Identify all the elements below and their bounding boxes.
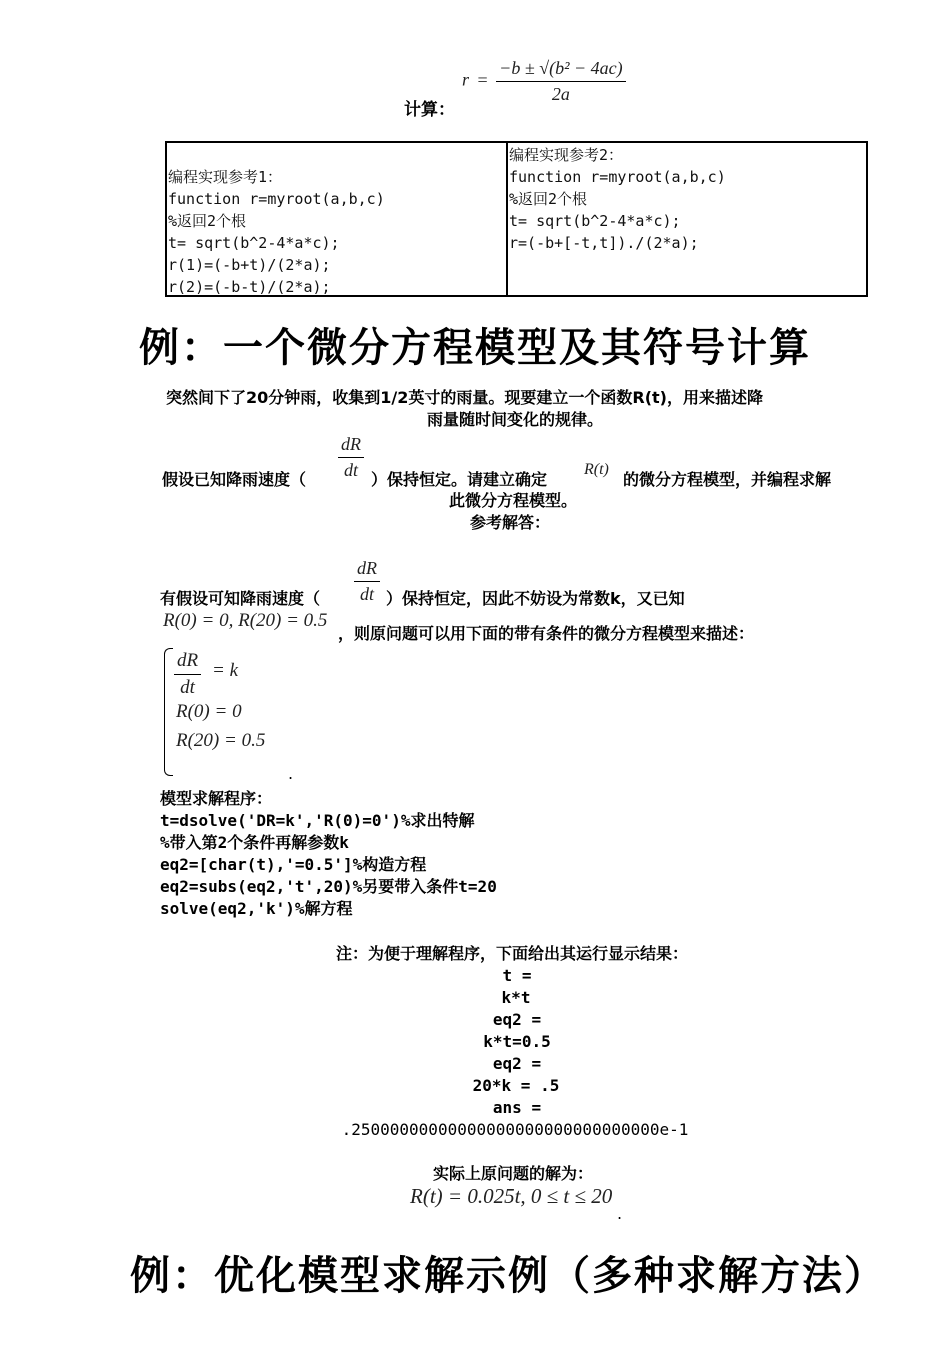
code-line: function r=myroot(a,b,c) bbox=[168, 190, 385, 208]
formula-fraction bbox=[496, 58, 625, 105]
formula-numerator: −b ± √(b² − 4ac) bbox=[496, 58, 625, 82]
answer-label: 实际上原问题的解为： bbox=[432, 1164, 593, 1183]
output-line: 20*k = .5 bbox=[472, 1076, 560, 1095]
program-line: solve(eq2,'k')%解方程 bbox=[160, 899, 353, 918]
rate-frac-num: dR bbox=[354, 558, 380, 582]
assume-line-2: 此微分方程模型。 bbox=[448, 491, 577, 510]
program-line: t=dsolve('DR=k','R(0)=0')%求出特解 bbox=[160, 811, 475, 830]
equation-brace bbox=[164, 648, 173, 776]
code-line: t= sqrt(b^2-4*a*c); bbox=[168, 234, 340, 252]
system-frac-den: dt bbox=[180, 677, 195, 698]
code-line: function r=myroot(a,b,c) bbox=[509, 168, 726, 186]
code-line: %返回2个根 bbox=[168, 212, 247, 230]
code-line: r(1)=(-b+t)/(2*a); bbox=[168, 256, 331, 274]
rate-fraction-2 bbox=[354, 558, 380, 605]
system-eq-1: = k bbox=[212, 660, 239, 681]
assume-text-middle: ）保持恒定。请建立确定 bbox=[371, 470, 548, 489]
output-line: eq2 = bbox=[492, 1010, 542, 1029]
code-line: 编程实现参考1： bbox=[168, 168, 283, 186]
section-heading-optimization: 例：优化模型求解示例（多种求解方法） bbox=[130, 1253, 886, 1299]
output-line: eq2 = bbox=[492, 1054, 542, 1073]
reference-answer-label: 参考解答： bbox=[469, 513, 550, 532]
assume-text-after: 的微分方程模型，并编程求解 bbox=[623, 470, 832, 489]
code-line: r(2)=(-b-t)/(2*a); bbox=[168, 278, 331, 296]
output-line: ans = bbox=[492, 1098, 542, 1117]
rate-frac-den: dt bbox=[359, 584, 374, 604]
code-table bbox=[165, 141, 868, 297]
system-eq-2: R(0) = 0 bbox=[176, 701, 242, 722]
rate-frac-num: dR bbox=[338, 434, 364, 458]
root-formula bbox=[462, 58, 626, 105]
initial-conditions: R(0) = 0, R(20) = 0.5 bbox=[163, 610, 328, 631]
output-line: t = bbox=[502, 966, 532, 985]
program-title: 模型求解程序： bbox=[160, 789, 273, 808]
program-line: eq2=[char(t),'=0.5']%构造方程 bbox=[160, 855, 427, 874]
system-fraction bbox=[174, 650, 201, 699]
answer-formula: R(t) = 0.025t, 0 ≤ t ≤ 20 bbox=[410, 1184, 613, 1208]
output-line: k*t bbox=[501, 988, 531, 1007]
system-frac-num: dR bbox=[174, 650, 201, 675]
note-title: 注：为便于理解程序，下面给出其运行显示结果： bbox=[335, 944, 688, 963]
system-eq-3: R(20) = 0.5 bbox=[176, 730, 266, 751]
code-line: 编程实现参考2： bbox=[509, 146, 624, 164]
system-period: . bbox=[288, 764, 294, 783]
calc-label: 计算： bbox=[404, 100, 455, 120]
code-cell-right bbox=[508, 143, 866, 295]
formula-r: r bbox=[462, 69, 470, 90]
solution-text-after: ）保持恒定，因此不妨设为常数k，又已知 bbox=[386, 589, 685, 608]
intro-line-2: 雨量随时间变化的规律。 bbox=[426, 410, 603, 429]
program-line: eq2=subs(eq2,'t',20)%另要带入条件t=20 bbox=[160, 877, 497, 896]
rate-frac-den: dt bbox=[343, 460, 358, 480]
rt-symbol: R(t) bbox=[584, 461, 609, 478]
output-line: k*t=0.5 bbox=[483, 1032, 551, 1051]
rate-fraction bbox=[338, 434, 364, 481]
code-line: %返回2个根 bbox=[509, 190, 588, 208]
formula-denominator: 2a bbox=[551, 84, 570, 104]
solution-text-before: 有假设可知降雨速度（ bbox=[160, 589, 321, 608]
output-line: .25000000000000000000000000000000e-1 bbox=[341, 1120, 689, 1139]
code-cell-left bbox=[167, 143, 508, 295]
assume-text-before: 假设已知降雨速度（ bbox=[162, 470, 307, 489]
intro-line-1: 突然间下了20分钟雨，收集到1/2英寸的雨量。现要建立一个函数R(t)，用来描述降 bbox=[166, 388, 763, 407]
solution-text-cond-after: ，则原问题可以用下面的带有条件的微分方程模型来描述： bbox=[338, 624, 755, 643]
program-line: %带入第2个条件再解参数k bbox=[160, 833, 349, 852]
code-line: r=(-b+[-t,t])./(2*a); bbox=[509, 234, 699, 252]
answer-period: . bbox=[617, 1204, 623, 1223]
code-line: t= sqrt(b^2-4*a*c); bbox=[509, 212, 681, 230]
section-heading-ode: 例：一个微分方程模型及其符号计算 bbox=[139, 325, 811, 371]
formula-equals: = bbox=[477, 69, 488, 90]
